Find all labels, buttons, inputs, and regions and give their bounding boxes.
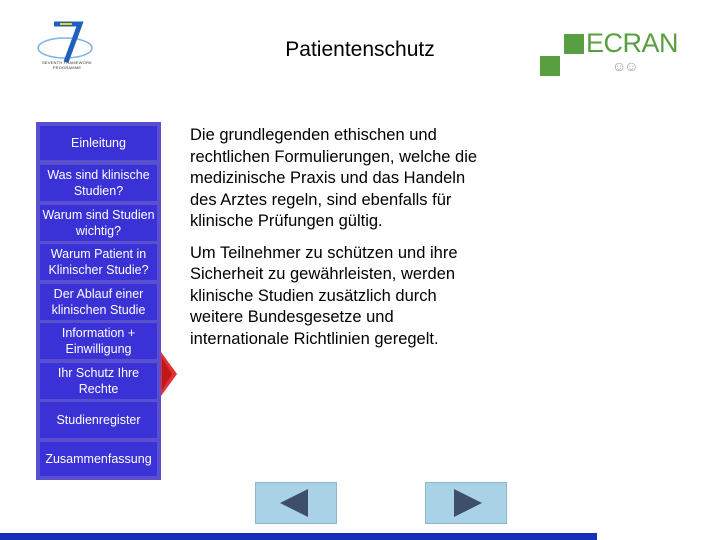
arrow-right-icon xyxy=(426,483,506,523)
sidebar-item-ablauf[interactable] xyxy=(40,284,157,320)
sidebar-item-label: Studienregister xyxy=(56,413,141,427)
page-title: Patientenschutz xyxy=(285,38,435,61)
arrow-left-icon xyxy=(256,483,336,523)
content-paragraph: Um Teilnehmer zu schützen und ihre Sicherheit zu gewährleisten, werden klinische Studien zusätzlich durch weitere Bundesgesetze und internationale Richtlinien geregelt. xyxy=(190,243,458,348)
sidebar-item-label: Information + Einwilligung xyxy=(61,326,136,356)
bottom-bar xyxy=(0,533,597,540)
sidebar-item-label: Warum Patient in Klinischer Studie? xyxy=(48,247,149,277)
sidebar-item-label: Einleitung xyxy=(71,136,126,150)
sidebar-item-einleitung[interactable] xyxy=(40,126,157,160)
ecran-logo-square xyxy=(564,34,584,54)
forward-button[interactable] xyxy=(425,482,507,524)
sidebar-item-label: Ihr Schutz Ihre Rechte xyxy=(57,366,140,396)
sidebar-item-label: Was sind klinische Studien? xyxy=(47,168,150,198)
ecran-logo xyxy=(540,28,680,84)
content-paragraph: Die grundlegenden ethischen und rechtlichen Formulierungen, welche die medizinische Praxis und das Handeln des Arztes regeln, sind ebenfalls für klinische Prüfungen gültig. xyxy=(190,126,478,230)
back-button[interactable] xyxy=(255,482,337,524)
main-content xyxy=(190,125,490,360)
sidebar-item-warum-patient[interactable] xyxy=(40,244,157,280)
fp7-logo-text: SEVENTH FRAMEWORK PROGRAMME xyxy=(42,60,92,70)
sidebar-item-information-einwilligung[interactable] xyxy=(40,323,157,359)
sidebar-item-warum-sind-studien-wichtig[interactable] xyxy=(40,205,157,241)
sidebar-item-was-sind-klinische-studien[interactable] xyxy=(40,165,157,201)
sidebar-item-label: Zusammenfassung xyxy=(45,452,152,466)
sidebar-item-studienregister[interactable] xyxy=(40,402,157,438)
sidebar xyxy=(36,122,161,480)
sidebar-item-zusammenfassung[interactable] xyxy=(40,442,157,476)
sidebar-item-label: Warum sind Studien wichtig? xyxy=(42,208,155,238)
ecran-logo-text: ECRAN xyxy=(586,28,679,58)
active-item-pointer-shade xyxy=(162,358,172,390)
people-icon: ☺☺ xyxy=(612,58,637,74)
sidebar-item-label: Der Ablauf einer klinischen Studie xyxy=(51,287,146,317)
sidebar-item-ihr-schutz[interactable] xyxy=(40,363,157,399)
ecran-logo-square xyxy=(540,56,560,76)
